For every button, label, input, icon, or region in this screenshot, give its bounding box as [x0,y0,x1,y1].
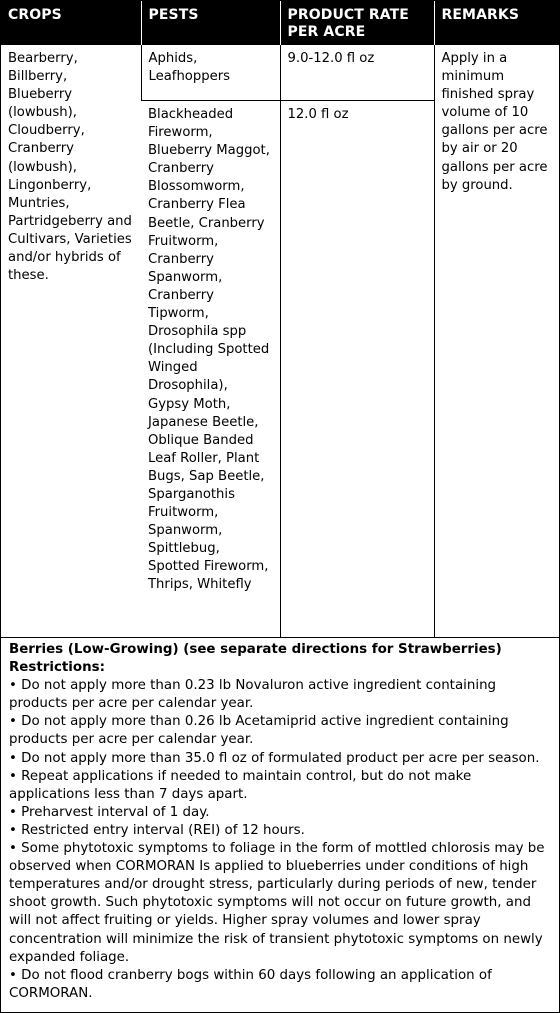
restriction-item: • Do not flood cranberry bogs within 60 days following an application of CORMORAN. [9,967,492,1001]
rate-cell: 9.0-12.0 fl oz [280,45,434,101]
restriction-item: • Do not apply more than 0.26 lb Acetamiprid active ingredient containing products per acre per calendar year. [9,714,509,748]
rate-cell: 12.0 fl oz [280,101,434,638]
restrictions-heading: Restrictions: [9,660,105,676]
remarks-cell: Apply in a minimum finished spray volume of 10 gallons per acre by air or 20 gallons per acre by ground. [434,45,559,637]
header-rate-line2: PER ACRE [287,24,366,40]
restrictions-section [1,637,559,1007]
restriction-item: • Do not apply more than 35.0 fl oz of formulated product per acre per season. [9,750,540,766]
header-remarks: REMARKS [434,1,559,45]
crop-pest-rate-table [1,1,559,637]
header-pests: PESTS [141,1,280,45]
restriction-item: • Some phytotoxic symptoms to foliage in the form of mottled chlorosis may be observed when CORMORAN Is applied to blueberries under conditions of high temperatures and/or drought stress, particularly during periods of new, tender shoot growth. Such phytotoxic symptoms will not occur on future growth, and will not affect fruiting or yields. Higher spray volumes and lower spray concentration will minimize the risk of transient phytotoxic symptoms on newly expanded foliage. [9,841,545,965]
pests-cell: Aphids, Leafhoppers [141,45,280,101]
crops-cell: Bearberry, Billberry, Blueberry (lowbush), Cloudberry, Cranberry (lowbush), Lingonberry, Muntries, Partridgeberry and Cultivars, Varieties and/or hybrids of these. [8,51,132,284]
restriction-item: • Restricted entry interval (REI) of 12 hours. [9,822,305,838]
section-title: Berries (Low-Growing) (see separate directions for Strawberries) [9,642,502,657]
header-rate-line1: PRODUCT RATE [287,7,409,23]
restriction-item: • Repeat applications if needed to maintain control, but do not make applications less than 7 days apart. [9,768,472,802]
table-row [1,45,559,101]
header-product-rate [280,1,434,45]
pests-cell: Blackheaded Fireworm, Blueberry Maggot, Cranberry Blossomworm, Cranberry Flea Beetle, Cranberry Fruitworm, Cranberry Spanworm, Cranberry Tipworm, Drosophila spp (Including Spotted Winged Drosophila), Gypsy Moth, Japanese Beetle, Oblique Banded Leaf Roller, Plant Bugs, Sap Beetle, Sparganothis Fruitworm, Spanworm, Spittlebug, Spotted Fireworm, Thrips, Whitefly [141,101,280,638]
table-header-row [1,1,559,45]
header-crops: CROPS [1,1,141,45]
restriction-item: • Preharvest interval of 1 day. [9,804,210,820]
restriction-item: • Do not apply more than 0.23 lb Novaluron active ingredient containing products per acre per calendar year. [9,678,497,712]
